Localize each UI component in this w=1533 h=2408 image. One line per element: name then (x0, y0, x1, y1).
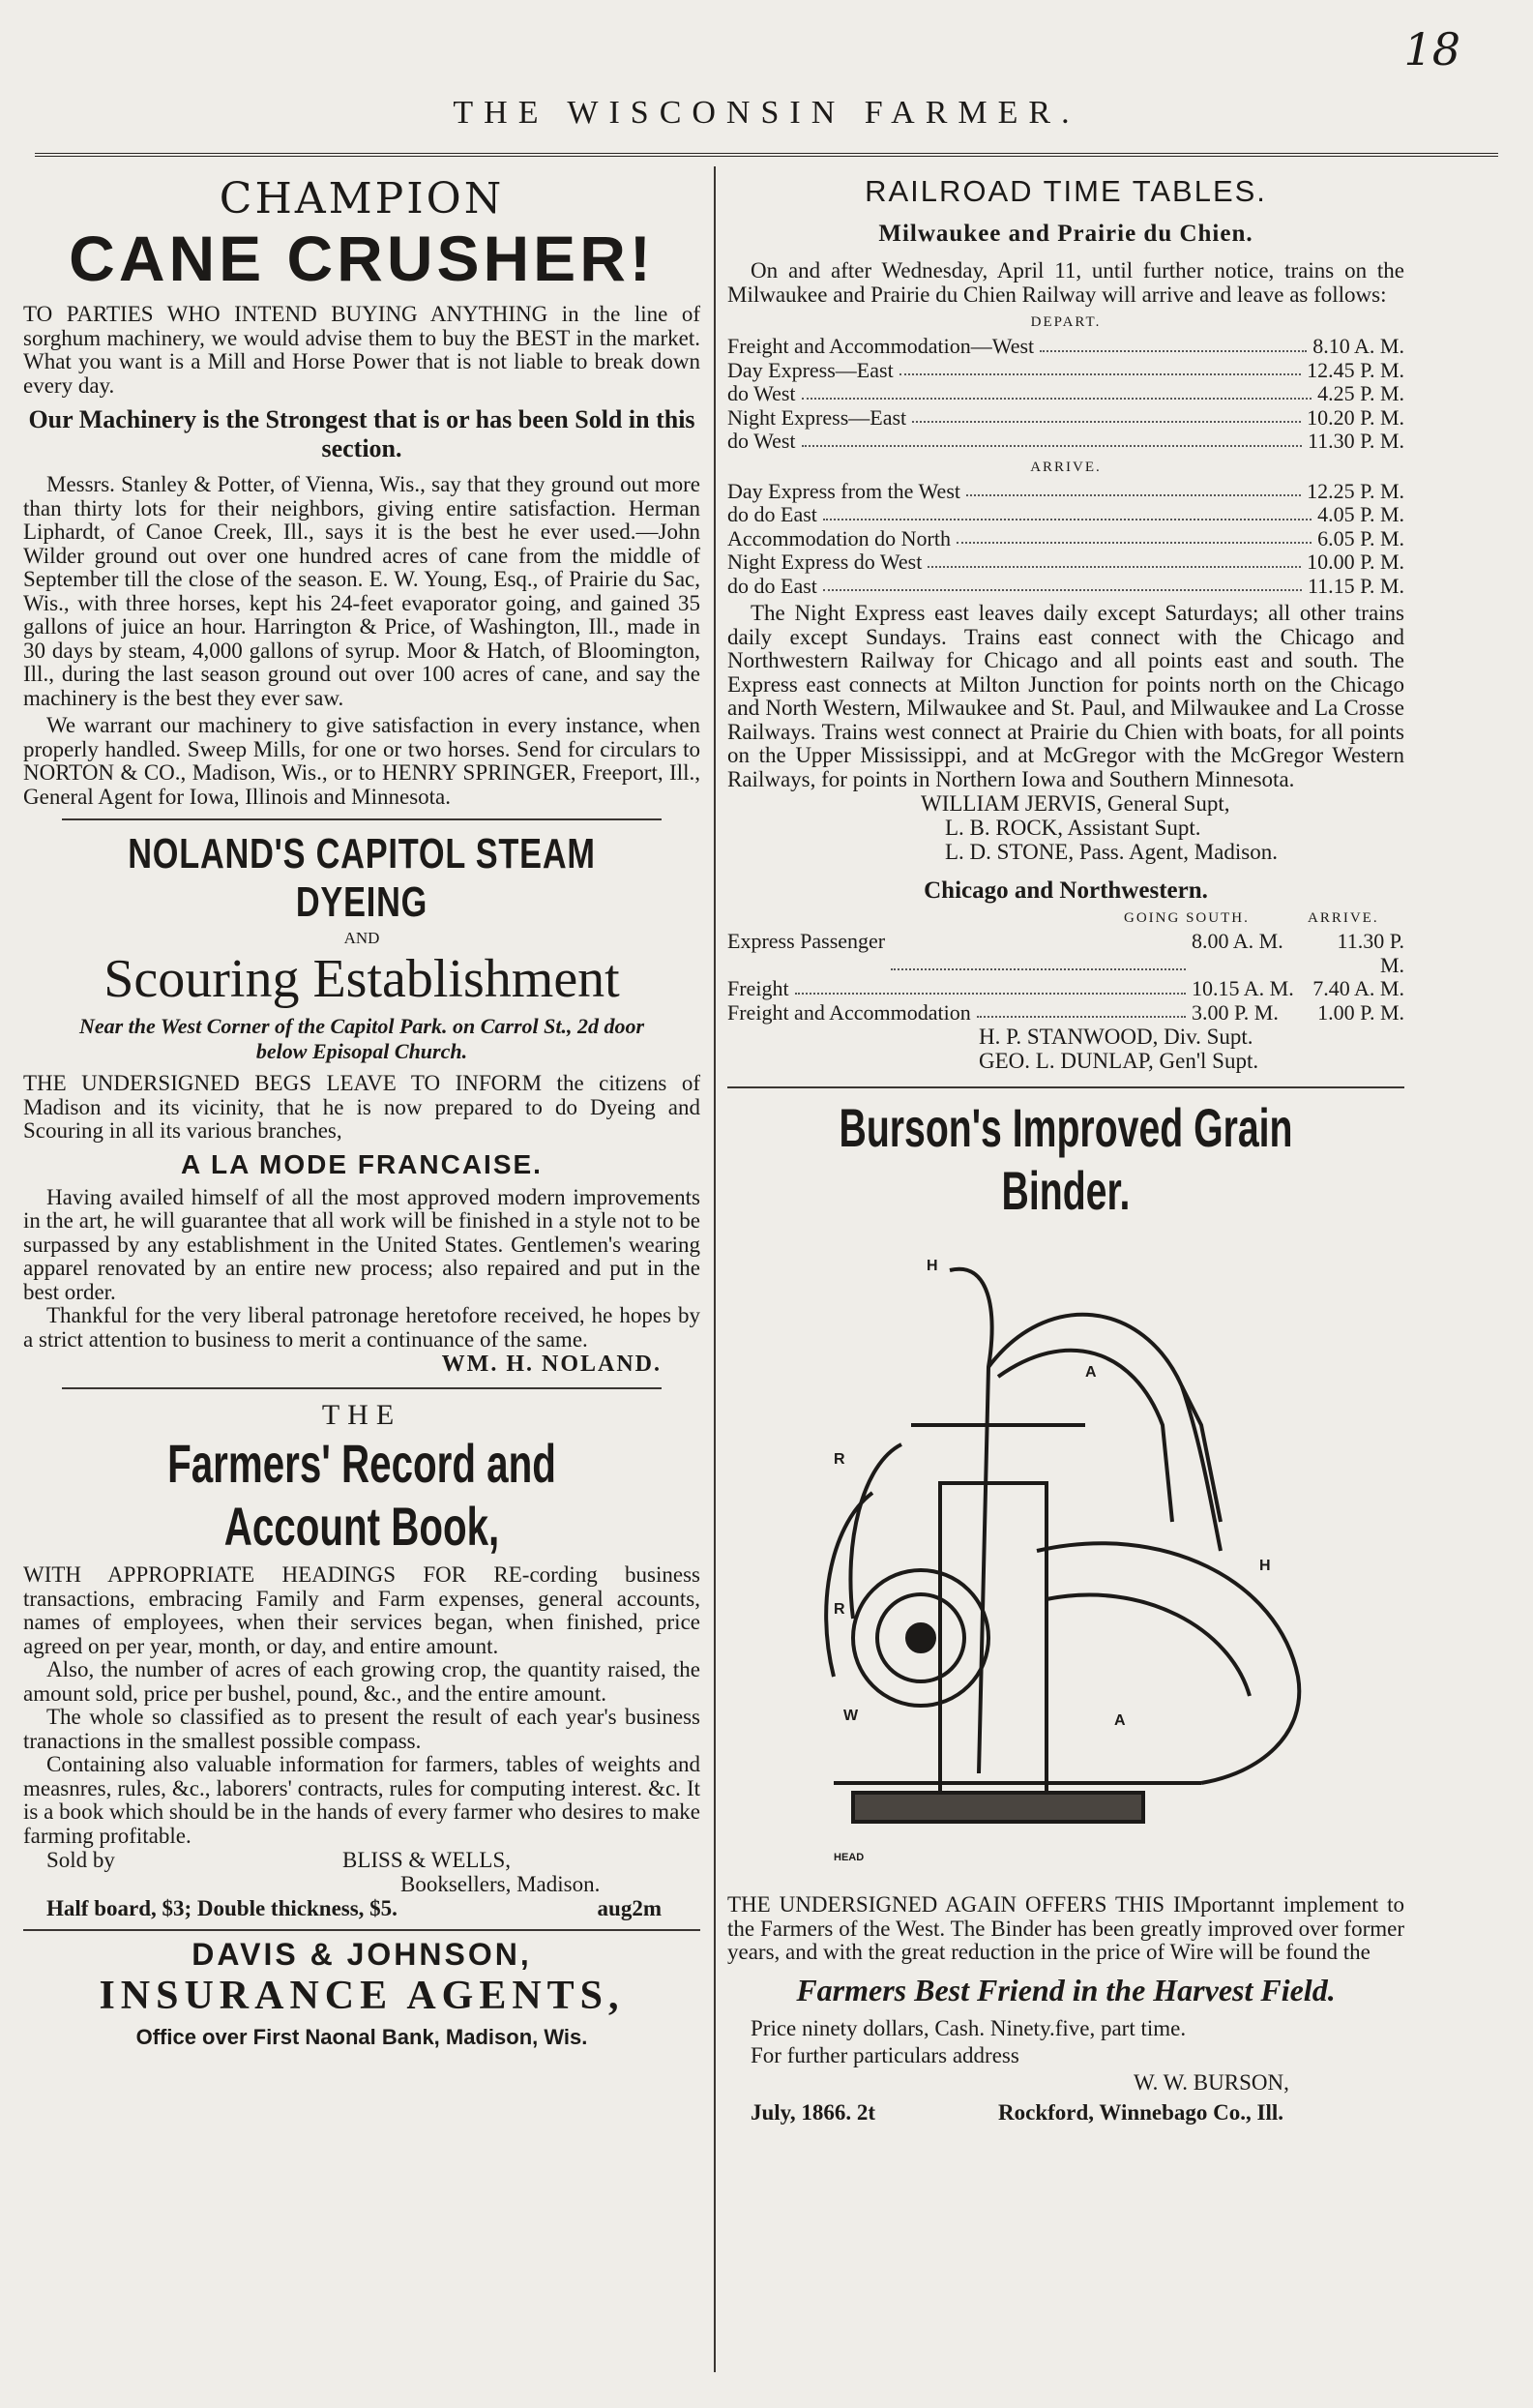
divider (62, 818, 662, 820)
leader-dots (977, 1001, 1186, 1019)
timetable-row (727, 503, 1404, 527)
depart-heading: DEPART. (1030, 314, 1102, 330)
train-label: do do East (727, 573, 817, 598)
train-time: 11.30 P. M. (1307, 429, 1404, 453)
arrive-time: 1.00 P. M. (1317, 999, 1404, 1025)
divider (23, 1929, 700, 1931)
noland-intro: THE UNDERSIGNED BEGS LEAVE TO INFORM the citizens of Madison and its vicinity, that he is now prepared to do Dyeing and Scouring in all its various branches, (23, 1071, 700, 1143)
timetable-row (727, 575, 1404, 599)
cane-crusher-title: CANE CRUSHER! (69, 223, 655, 294)
champion-warranty: We warrant our machinery to give satisfaction in every instance, when properly handled. Sweep Mills, for one or two horses. Send for circulars to NORTON & CO., Madison, Wis., or to HENRY SPRINGER, Freeport, Ill., General Agent for Iowa, Illinois and Minnesota. (23, 713, 700, 809)
noland-ad (23, 830, 700, 1378)
left-column (23, 174, 700, 2050)
arrive-time: 7.40 A. M. (1312, 976, 1404, 1000)
leader-dots (823, 503, 1312, 520)
timetable-row (727, 382, 1404, 406)
train-label: Night Express do West (727, 550, 923, 574)
train-time: 4.05 P. M. (1317, 502, 1404, 526)
milwaukee-subtitle: Milwaukee and Prairie du Chien. (878, 221, 1253, 247)
sold-by: Sold by (46, 1848, 115, 1872)
leader-dots (891, 930, 1186, 970)
binder-bundle (853, 1793, 1143, 1822)
timetable-row (727, 335, 1404, 359)
record-code: aug2m (597, 1896, 662, 1920)
officer-rock: L. B. ROCK, Assistant Supt. (945, 816, 1201, 840)
grain-binder-illustration (795, 1232, 1337, 1889)
officer-dunlap: GEO. L. DUNLAP, Gen'l Supt. (979, 1049, 1259, 1073)
label-h-top: H (927, 1258, 938, 1274)
divider (727, 1086, 1404, 1088)
binder-post (940, 1483, 1047, 1802)
record-title: Farmers' Record and Account Book, (167, 1433, 556, 1557)
binder-hub (907, 1624, 934, 1651)
record-para3: The whole so classified as to present the result of each year's business tranactions in the smallest possible compass. (23, 1705, 700, 1753)
train-label: do do East (727, 502, 817, 526)
label-w: W (843, 1708, 859, 1724)
timetable-row (727, 550, 1404, 575)
record-para2: Also, the number of acres of each growing crop, the quantity raised, the amount sold, price per bushel, pound, &c., and the entire amount. (23, 1657, 700, 1706)
a-la-mode: A LA MODE FRANCAISE. (181, 1148, 543, 1179)
record-the: THE (321, 1399, 402, 1431)
record-prices: Half board, $3; Double thickness, $5. (46, 1896, 398, 1920)
masthead: THE WISCONSIN FARMER. (453, 95, 1080, 131)
burson-date: July, 1866. 2t (751, 2099, 876, 2125)
timetable-row (727, 1001, 1404, 1026)
going-time: 3.00 P. M. (1192, 999, 1279, 1025)
timetable-row (727, 406, 1404, 431)
officer-stanwood: H. P. STANWOOD, Div. Supt. (979, 1025, 1253, 1049)
label-r-top: R (834, 1451, 845, 1468)
seller-name: BLISS & WELLS, (342, 1848, 512, 1872)
train-time: 11.15 P. M. (1307, 573, 1404, 598)
train-time: 10.20 P. M. (1307, 404, 1404, 430)
label-a-bottom: A (1114, 1712, 1126, 1729)
train-time: 6.05 P. M. (1317, 525, 1404, 550)
burson-ad (727, 1096, 1404, 2126)
burson-title: Burson's Improved Grain Binder. (839, 1097, 1293, 1221)
page-number: 18 (1403, 23, 1460, 75)
timetable-row (727, 977, 1404, 1001)
timetable-row (727, 359, 1404, 383)
timetable-row (727, 430, 1404, 454)
leader-dots (1040, 335, 1307, 352)
timetable-row (727, 527, 1404, 551)
train-label: Freight (727, 976, 789, 1000)
binder-sweep (1037, 1543, 1299, 1783)
leader-dots (966, 480, 1301, 497)
train-label: Freight and Accommodation—West (727, 334, 1035, 358)
leader-dots (795, 977, 1186, 995)
noland-para3: Thankful for the very liberal patronage heretofore received, he hopes by a strict attention to business to merit a continuance of the same. (23, 1303, 700, 1352)
cnw-subtitle: Chicago and Northwestern. (924, 877, 1208, 904)
going-south-heading: GOING SOUTH. (1124, 910, 1250, 926)
cnw-table (727, 930, 1404, 1025)
arrive-heading: ARRIVE. (1030, 459, 1102, 475)
binder-sweep-2 (1047, 1595, 1250, 1696)
record-book-ad (23, 1399, 700, 1923)
burson-price: Price ninety dollars, Cash. Ninety.five, part time. (751, 2015, 1187, 2040)
officer-stone: L. D. STONE, Pass. Agent, Madison. (945, 840, 1278, 864)
going-time: 8.00 A. M. (1192, 929, 1283, 953)
noland-para2: Having availed himself of all the most approved modern improvements in the art, he will guarantee that all work will be finished in a style not to be surpassed by any establishment in the United States. Gentlemen's wearing apparel renovated by an entire new process; also repaired and put in the best order. (23, 1184, 700, 1304)
burson-place: Rockford, Winnebago Co., Ill. (998, 2099, 1284, 2125)
arrive-time: 11.30 P. M. (1337, 929, 1404, 977)
train-label: Freight and Accommodation (727, 999, 971, 1025)
burson-intro: THE UNDERSIGNED AGAIN OFFERS THIS IMportannt implement to the Farmers of the West. The Binder has been greatly improved over former years, and with the great reduction in the price of Wire will be found the (727, 1892, 1404, 1964)
train-time: 8.10 A. M. (1312, 334, 1404, 358)
leader-dots (957, 527, 1312, 545)
burson-tagline: Farmers Best Friend in the Harvest Field. (796, 1972, 1336, 2007)
champion-intro: TO PARTIES WHO INTEND BUYING ANYTHING in the line of sorghum machinery, we would advise them to buy the BEST in the market. What you want is a Mill and Horse Power that is not liable to break down every day. (23, 302, 700, 398)
train-time: 10.00 P. M. (1307, 550, 1404, 574)
binder-arc (988, 1315, 1221, 1551)
train-time: 12.45 P. M. (1307, 357, 1404, 382)
burson-footer (727, 2096, 1404, 2126)
record-para4: Containing also valuable information for farmers, tables of weights and measnres, rules, &c., laborers' contracts, rules for computing interest. &c. It is a book which should be in the hands of every farmer who desires to make farming profitable. (23, 1752, 700, 1848)
train-label: Day Express—East (727, 357, 894, 382)
train-time: 4.25 P. M. (1317, 381, 1404, 405)
right-column (727, 174, 1404, 2126)
top-rule (35, 153, 1498, 163)
davis-johnson-ad (23, 1937, 700, 2050)
railroad-title: RAILROAD TIME TABLES. (865, 174, 1267, 208)
cnw-headings (727, 910, 1404, 930)
train-label: do West (727, 429, 796, 453)
burson-name: W. W. BURSON, (1134, 2069, 1289, 2095)
train-time: 12.25 P. M. (1307, 478, 1404, 503)
label-a-top: A (1085, 1364, 1097, 1381)
railroad-intro: On and after Wednesday, April 11, until further notice, trains on the Milwaukee and Prairie du Chien Railway will arrive and leave as follows: (727, 258, 1404, 307)
noland-location: Near the West Corner of the Capitol Park. on Carrol St., 2d door below Episopal Church. (78, 1014, 645, 1063)
officer-jervis: WILLIAM JERVIS, General Supt, (921, 791, 1230, 816)
seller-location: Booksellers, Madison. (400, 1872, 601, 1896)
train-label: Night Express—East (727, 404, 907, 430)
train-label: Day Express from the West (727, 478, 960, 503)
train-label: do West (727, 381, 796, 405)
noland-signature: WM. H. NOLAND. (441, 1352, 662, 1377)
binder-ribs-2 (850, 1444, 901, 1619)
arrive-table (727, 480, 1404, 599)
timetable-row (727, 930, 1404, 977)
record-seller-block (23, 1848, 700, 1896)
label-r-left: R (834, 1601, 845, 1618)
davis-title: DAVIS & JOHNSON, (192, 1937, 532, 1972)
going-time: 10.15 A. M. (1192, 976, 1294, 1000)
railroad-section (727, 174, 1404, 1073)
champion-title: CHAMPION (219, 174, 505, 223)
railroad-notes: The Night Express east leaves daily except Saturdays; all other trains daily except Sundays. Trains east connect with the Chicago and Northwestern Railway for Chicago and all points east and south. The Express east connects at Milton Junction for points north on the Chicago and North Western, Milwaukee and St. Paul, and Milwaukee and La Crosse Railways. Trains west connect at Prairie du Chien with boats, for all points on the Upper Mississippi, and at McGregor with the McGregor Western Railways, for points in Northern Iowa and Southern Minnesota. (727, 601, 1404, 791)
column-divider (714, 166, 716, 2372)
train-label: Accommodation do North (727, 525, 951, 550)
noland-and: AND (343, 929, 380, 947)
insurance-agents: INSURANCE AGENTS, (99, 1974, 625, 2018)
depart-table (727, 335, 1404, 454)
leader-dots (802, 382, 1312, 400)
noland-title: NOLAND'S CAPITOL STEAM DYEING (128, 830, 596, 926)
divider (62, 1387, 662, 1389)
record-price-line (23, 1896, 700, 1923)
leader-dots (823, 575, 1302, 592)
leader-dots (899, 359, 1301, 376)
label-h-right: H (1259, 1558, 1271, 1574)
train-label: Express Passenger (727, 929, 886, 953)
champion-ad (23, 174, 700, 809)
leader-dots (912, 406, 1301, 424)
davis-address: Office over First Naonal Bank, Madison, Wis. (135, 2025, 588, 2049)
leader-dots (928, 550, 1301, 568)
timetable-row (727, 480, 1404, 504)
arrive2-heading: ARRIVE. (1308, 910, 1379, 926)
record-intro: WITH APPROPRIATE HEADINGS FOR RE-cording business transactions, embracing Family and Farm expenses, general accounts, names of employees, when their services began, when finished, price agreed on per year, month, or day, and entire amount. (23, 1562, 700, 1658)
leader-dots (802, 430, 1302, 447)
burson-further: For further particulars address (751, 2042, 1019, 2067)
label-head: HEAD (834, 1852, 865, 1863)
champion-testimonials: Messrs. Stanley & Potter, of Vienna, Wis., say that they ground out more than thirty lots for their neighbors, giving entire satisfaction. Herman Liphardt, of Canoe Creek, Ill., says it is the best he ever used.—John Wilder ground out over one hundred acres of cane from the middle of September till the close of the season. E. W. Young, Esq., of Prairie du Sac, Wis., with three horses, kept his 24-feet evaporator going, and gained 35 gallons of juice an hour. Harrington & Price, of Washington, Ill., made in 30 days by steam, 4,000 gallons of syrup. Moor & Hatch, of Bloomington, Ill., during the last season ground out over 100 acres of cane, and say the machinery is the best they ever saw. (23, 472, 700, 710)
champion-bold-claim: Our Machinery is the Strongest that is or has been Sold in this section. (28, 405, 695, 462)
scouring-title: Scouring Establishment (103, 949, 620, 1009)
